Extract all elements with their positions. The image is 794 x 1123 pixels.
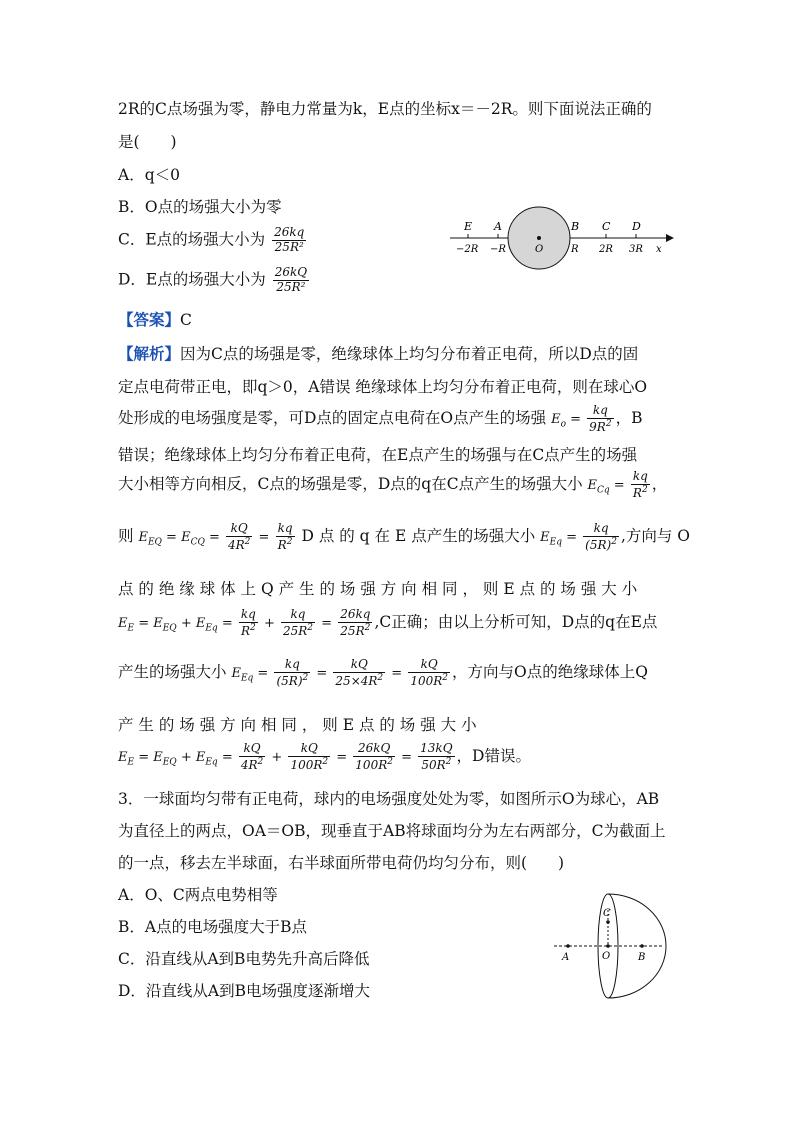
analysis-text: D 点 的 q 在 E 点产生的场强大小 bbox=[301, 526, 536, 545]
q2-option-d bbox=[118, 266, 311, 295]
analysis-text: ，B bbox=[615, 408, 643, 427]
analysis-text: ，方向与O点的绝缘球体上Q bbox=[452, 662, 648, 681]
analysis-text: 大小相等方向相反，C点的场强是零，D点的q在C点产生的场强大小 bbox=[118, 474, 583, 493]
tick-label-3r: 3R bbox=[629, 244, 643, 255]
formula-ee-sum-2: $E_E = E_{EQ} + E_{Eq}$ = $\frac{kQ}{4R^2}$ + $\frac{kQ}{100R^2}$ = $\frac{26kQ}{100R^2}$ = $\frac{13kQ}{50R^2}$ bbox=[118, 741, 453, 772]
analysis-tag: 【解析】 bbox=[118, 344, 181, 363]
figure-sphere-axis bbox=[450, 200, 680, 280]
label-e: E bbox=[464, 220, 473, 233]
analysis-text: 产生的场强大小 bbox=[118, 662, 227, 681]
q2-analysis-line3 bbox=[118, 404, 642, 435]
formula-eo: $E_o$ = $\frac{kq}{9R^2}$ bbox=[551, 403, 612, 434]
analysis-text: ,C正确；由以上分析可知，D点的q在E点 bbox=[374, 612, 658, 631]
q2-analysis-line10: 产 生 的 场 强 方 向 相 同 ， 则 E 点 的 场 强 大 小 bbox=[118, 716, 477, 734]
point-o bbox=[606, 944, 610, 948]
q3-stem-line2: 为直径上的两点，OA＝OB，现垂直于AB将球面均分为左右两部分，C为截面上 bbox=[118, 822, 666, 840]
q3-stem-line3: 的一点，移去左半球面，右半球面所带电荷仍均匀分布，则( ) bbox=[118, 854, 565, 872]
q2-analysis-line5: 大小相等方向相反，C点的场强是零，D点的q在C点产生的场强大小 $E_{Cq}$ = $\frac{kq}{R^2}$ ， bbox=[118, 469, 668, 500]
label-d: D bbox=[632, 220, 641, 233]
q2-analysis-line4: 错误；绝缘球体上均匀分布着正电荷，在E点产生的场强与在C点产生的场强 bbox=[118, 446, 638, 464]
q2-option-d-text: D．E点的场强大小为 bbox=[118, 270, 266, 289]
label-o: O bbox=[602, 951, 611, 962]
label-a: A bbox=[562, 952, 570, 963]
fraction-numerator: 26kQ bbox=[274, 265, 308, 279]
label-b: B bbox=[638, 952, 646, 963]
label-c: C bbox=[603, 908, 611, 919]
tick-label-2r: 2R bbox=[599, 244, 613, 255]
q2-analysis-line6: 则 $E_{EQ} = E_{CQ}$ = $\frac{kQ}{4R^2}$ = $\frac{kq}{R^2}$ D 点 的 q 在 E 点产生的场强大小 $E_{Eq}$ = $\frac{kq}{(5R)^2}$ ,方向与 O bbox=[118, 521, 691, 552]
q2-option-c-fraction bbox=[272, 226, 306, 255]
q2-option-d-fraction bbox=[273, 266, 309, 295]
q3-option-a: A．O、C两点电势相等 bbox=[118, 886, 278, 904]
analysis-text: 则 bbox=[118, 526, 134, 545]
q2-option-b: B．O点的场强大小为零 bbox=[118, 198, 282, 216]
q2-option-c bbox=[118, 226, 308, 255]
point-c bbox=[606, 920, 610, 924]
q2-analysis-line7: 点 的 绝 缘 球 体 上 Q 产 生 的 场 强 方 向 相 同 ， 则 E 点 的 场 强 大 小 bbox=[118, 580, 638, 598]
q3-stem-line1: 3．一球面均匀带有正电荷，球内的电场强度处处为零，如图所示O为球心，AB bbox=[118, 790, 660, 808]
q2-option-c-text: C．E点的场强大小为 bbox=[118, 230, 266, 249]
fraction-denominator: 25R² bbox=[274, 239, 304, 254]
axis-label-x: x bbox=[656, 244, 662, 255]
q2-analysis-line9 bbox=[118, 658, 648, 689]
answer-value: C bbox=[180, 311, 192, 329]
label-a: A bbox=[494, 220, 502, 233]
q2-analysis-line11 bbox=[118, 742, 531, 773]
figure-hemisphere bbox=[550, 888, 670, 1003]
analysis-text: 方向与 O bbox=[625, 526, 691, 545]
center-point bbox=[537, 236, 541, 240]
q3-option-b: B．A点的电场强度大于B点 bbox=[118, 918, 307, 936]
q2-analysis-line2: 定点电荷带正电，即q＞0，A错误 绝缘球体上均匀分布着正电荷，则在球心O bbox=[118, 378, 648, 396]
label-c: C bbox=[602, 220, 611, 233]
analysis-text: 处形成的电场强度是零，可D点的固定点电荷在O点产生的场强 bbox=[118, 408, 547, 427]
fraction-denominator: 25R² bbox=[276, 279, 306, 294]
point-b bbox=[640, 944, 644, 948]
tick-label-negr: −R bbox=[490, 244, 506, 255]
tick-label-neg2r: −2R bbox=[456, 244, 479, 255]
q2-answer bbox=[118, 311, 192, 330]
label-o: O bbox=[535, 244, 544, 255]
q2-stem-line2: 是( ) bbox=[118, 133, 177, 151]
formula-eeq: $E_{Eq}$ = $\frac{kq}{(5R)^2}$ bbox=[540, 521, 617, 552]
q2-option-a: A．q＜0 bbox=[118, 166, 180, 184]
formula-ecq: $E_{Cq}$ = $\frac{kq}{R^2}$ bbox=[587, 469, 648, 500]
point-a bbox=[566, 944, 570, 948]
q2-analysis-line8 bbox=[118, 608, 657, 639]
analysis-text: ，D错误。 bbox=[456, 746, 531, 765]
analysis-text: 因为C点的场强是零，绝缘球体上均匀分布着正电荷，所以D点的固 bbox=[180, 345, 639, 363]
answer-tag: 【答案】 bbox=[118, 310, 181, 329]
q3-option-c: C．沿直线从A到B电势先升高后降低 bbox=[118, 950, 370, 968]
x-axis-arrow bbox=[666, 234, 674, 242]
label-b: B bbox=[571, 220, 580, 233]
formula-eeq-2: $E_{Eq}$ = $\frac{kq}{(5R)^2}$ = $\frac{kQ}{25\times 4R^2}$ = $\frac{kQ}{100R^2}$ bbox=[231, 657, 449, 688]
formula-ee-sum: $E_E = E_{EQ} + E_{Eq}$ = $\frac{kq}{R^2}$ + $\frac{kq}{25R^2}$ = $\frac{26kq}{25R^2}$ bbox=[118, 607, 371, 638]
q2-stem-line1: 2R的C点场强为零，静电力常量为k，E点的坐标x＝－2R。则下面说法正确的 bbox=[118, 100, 652, 118]
fraction-numerator: 26kq bbox=[274, 225, 305, 239]
formula-ezq: $E_{EQ} = E_{CQ}$ = $\frac{kQ}{4R^2}$ = $\frac{kq}{R^2}$ bbox=[138, 521, 293, 552]
tick-label-r: R bbox=[571, 244, 579, 255]
q2-analysis-line1 bbox=[118, 345, 638, 364]
q3-option-d: D．沿直线从A到B电场强度逐渐增大 bbox=[118, 982, 371, 1000]
